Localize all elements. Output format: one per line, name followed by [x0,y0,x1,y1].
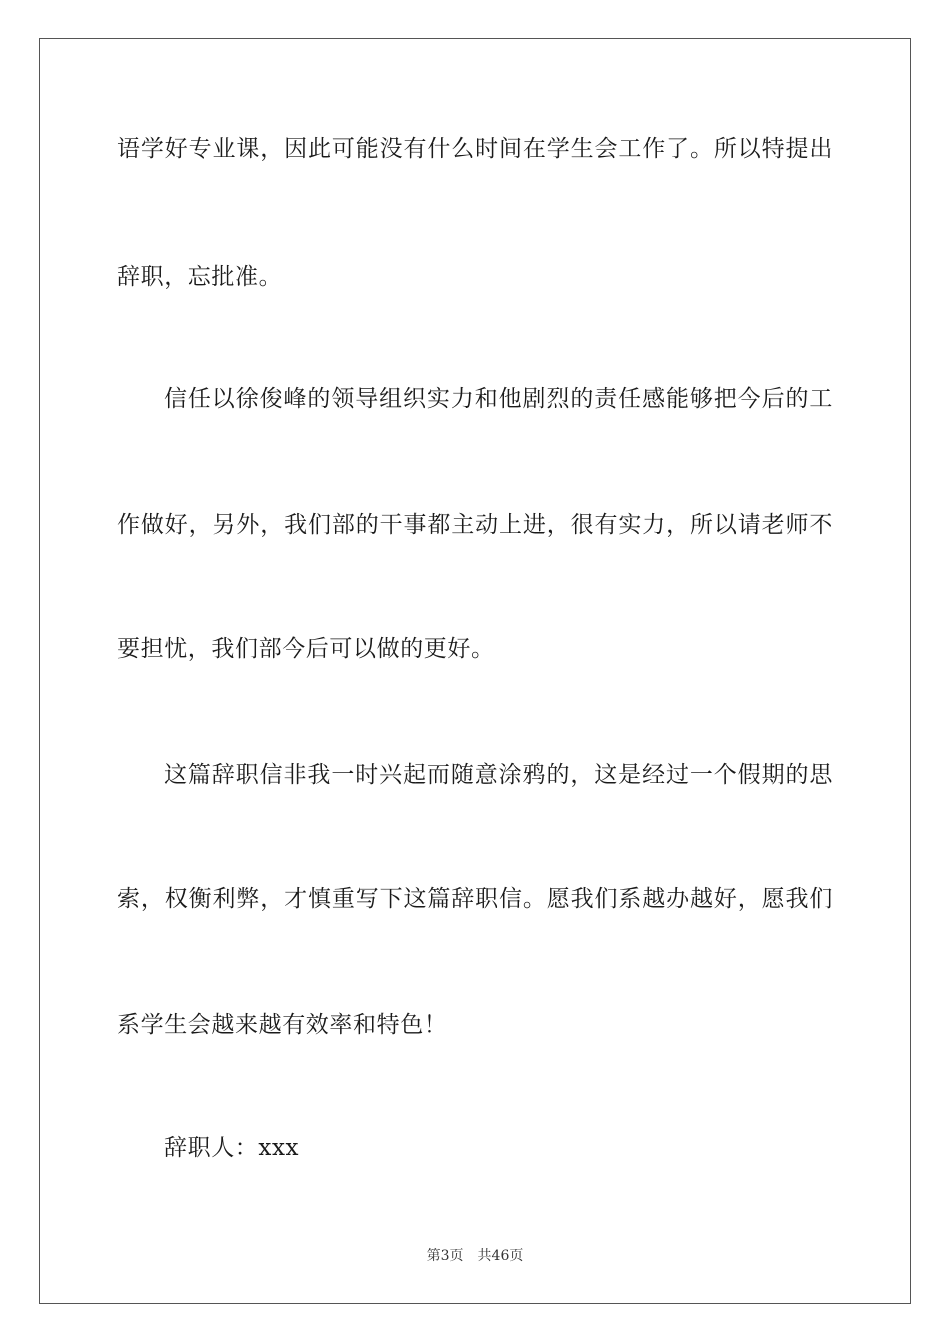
paragraph-line: 索，权衡利弊，才慎重写下这篇辞职信。愿我们系越办越好，愿我们 [117,886,833,912]
signature-line: 辞职人：xxx [164,1135,300,1161]
paragraph-line: 这篇辞职信非我一时兴起而随意涂鸦的，这是经过一个假期的思 [164,762,833,788]
paragraph-line: 系学生会越来越有效率和特色！ [117,1012,448,1038]
page-total: 共46页 [477,1248,524,1264]
paragraph-line: 语学好专业课，因此可能没有什么时间在学生会工作了。所以特提出 [117,136,833,162]
paragraph-line: 作做好，另外，我们部的干事都主动上进，很有实力，所以请老师不 [117,512,833,538]
page-border [39,38,911,1304]
paragraph-line: 要担忧，我们部今后可以做的更好。 [117,636,495,662]
page-footer [0,1247,950,1265]
paragraph-line: 信任以徐俊峰的领导组织实力和他剧烈的责任感能够把今后的工 [164,386,833,412]
page-number: 第3页 [426,1248,464,1264]
paragraph-line: 辞职，忘批准。 [117,264,283,290]
